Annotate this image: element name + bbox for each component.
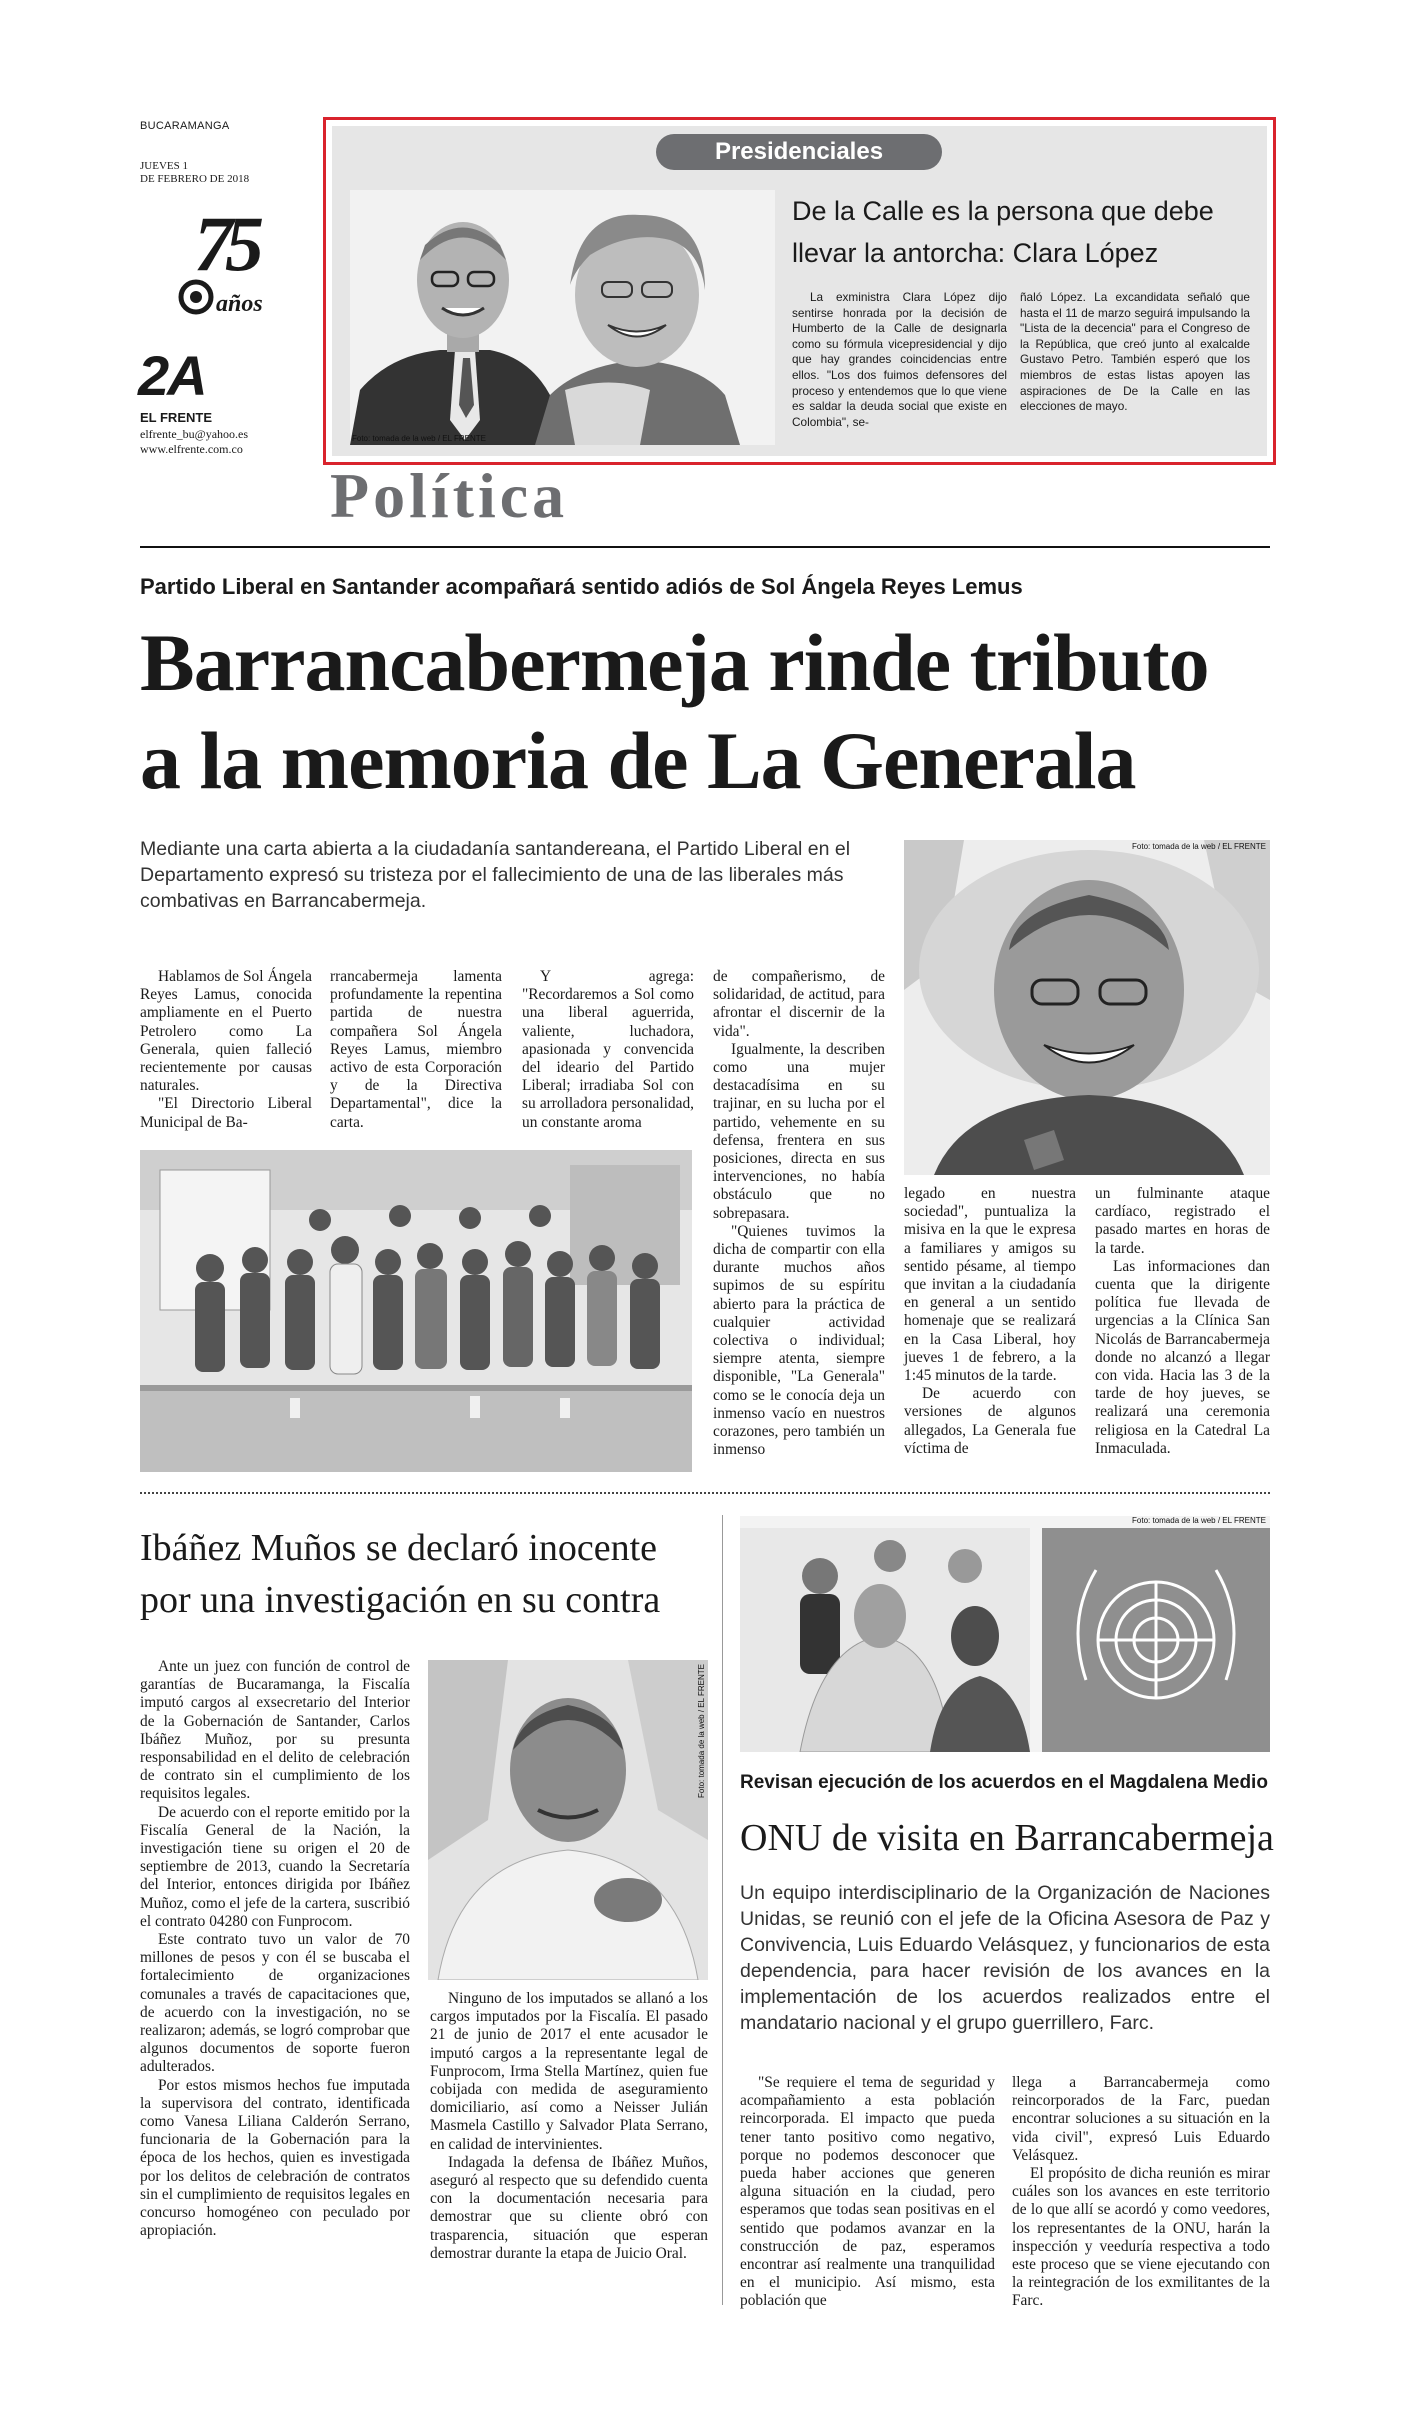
lead-col-2-p1: rrancabermeja lamenta profundamente la repentina partida de nuestra compañera Sol Ángela Reyes Lamus, miembro activo de esta Corporación y de la Directiva Departamental", dice la carta. [330, 968, 502, 1131]
lead-col-6-p2: Las informaciones dan cuenta que la dirigente política fue llevada de urgencias a la Clínica San Nicolás de Barrancabermeja donde no alcanzó a llegar con vida. Hacia las 3 de la tarde de hoy jueves, se realizará una ceremonia religiosa en la Catedral La Inmaculada. [1095, 1257, 1270, 1457]
ibanez-p1: Ante un juez con función de control de garantías de Bucaramanga, la Fiscalía imputó cargos al exsecretario del Interior de la Gobernación de Santander, Carlos Ibáñez Muñoz, por su presunta responsabilidad en el delito de celebración de contrato sin el cumplimiento de los requisitos legales. [140, 1658, 410, 1803]
section-separator [140, 1492, 1270, 1494]
presidenciales-headline-line-2: llevar la antorcha: Clara López [792, 238, 1159, 268]
lead-col-6 [1095, 1185, 1270, 1458]
lead-col-5-p1: legado en nuestra sociedad", puntualiza la misiva en la que le expresa a familiares y amigos su sentido pésame, al tiempo que invitan a la ciudadanía en general a un sentido homenaje que se realizará en la Casa Liberal, hoy jueves 1 de febrero, a la 1:45 minutos de la tarde. [904, 1185, 1076, 1385]
clara-lopez-de-la-calle-photo [350, 190, 775, 445]
lead-col-5 [904, 1185, 1076, 1458]
lead-col-4-p3: "Quienes tuvimos la dicha de compartir con ella durante muchos años supimos de su espíritu abierto para la práctica de cualquier actividad colectiva o individual; siempre atenta, siempre disponible, "La Generala" como se le conocía deja un inmenso vacío en nuestros corazones, pero también un inmenso [713, 1222, 885, 1459]
onu-col-1-p1: "Se requiere el tema de seguridad y acompañamiento a esta población reincorporada. El impacto que pueda tener tanto positivo como negativo, porque no podemos desconocer que pueda haber acciones que generen alguna situación en la ciudad, pero esperamos que todas sean positivas en el sentido que podamos avanzar en la construcción de paz, esperamos encontrar así realmente una tranquilidad en el municipio. Así mismo, esta población que [740, 2074, 995, 2310]
onu-kicker: Revisan ejecución de los acuerdos en el Magdalena Medio [740, 1772, 1268, 1793]
liberal-group-photo [140, 1150, 692, 1472]
date-line-1: JUEVES 1 [140, 160, 188, 172]
presidenciales-text-col-1: La exministra Clara López dijo sentirse honrada por la decisión de Humberto de la Calle de designarla como su fórmula vicepresidencial y dijo que hay grandes coincidencias entre ellos. "Los dos fuimos defensores del proceso y entendemos que lo que viene es saldar la deuda social que existe en Colombia", se- [792, 290, 1007, 429]
paper-email[interactable]: elfrente_bu@yahoo.es [140, 427, 249, 441]
lead-kicker: Partido Liberal en Santander acompañará sentido adiós de Sol Ángela Reyes Lemus [140, 574, 1023, 599]
lead-col-2 [330, 968, 502, 1132]
section-rule [140, 546, 1270, 548]
photo-illustration [350, 190, 775, 445]
page-number: 2A [138, 344, 206, 407]
masthead-date [140, 160, 249, 186]
group-illustration [140, 1150, 692, 1472]
anniversary-number: 75 [194, 200, 256, 287]
lead-col-5-p2: De acuerdo con versiones de algunos allegados, La Generala fue víctima de [904, 1385, 1076, 1457]
ibanez-headline-line-1: Ibáñez Muños se declaró inocente [140, 1527, 658, 1569]
presidenciales-text-col-2: ñaló López. La excandidata señaló que hasta el 11 de marzo seguirá impulsando la "Lista de la decencia" para el Congreso de la República, que creó junto al exalcalde Gustavo Petro. También esperó que los miembros de estas listas apoyen las aspiraciones de De la Calle en las elecciones de mayo. [1020, 290, 1250, 414]
lead-deck: Mediante una carta abierta a la ciudadanía santandereana, el Partido Liberal en el Departamento expresó su tristeza por el fallecimiento de una de las liberales más combativas en Barrancabermeja. [140, 838, 851, 912]
ibanez-p5: Ninguno de los imputados se allanó a los cargos imputados por la Fiscalía. El pasado 21 de junio de 2017 el ente acusador le imputó cargos a la representante legal de Funprocom, Irma Stella Martínez, quien fue cobijada con medida de aseguramiento domiciliario, así como a Neisser Julián Masmela Castillo y Salvador Plata Serrano, en calidad de intervinientes. [430, 1990, 708, 2153]
paper-website[interactable]: www.elfrente.com.co [140, 442, 243, 456]
lead-headline-line-2: a la memoria de La Generala [140, 715, 1136, 806]
lead-col-1-p1: Hablamos de Sol Ángela Reyes Lamus, conocida ampliamente en el Puerto Petrolero como La Generala, quien falleció recientemente por causas naturales. [140, 968, 312, 1095]
lead-col-3-p1: Y agrega: "Recordaremos a Sol como una liberal aguerrida, valiente, luchadora, apasionada y convencida del ideario del Partido Liberal; irradiaba Sol con su arrolladora personalidad, un constante aroma [522, 968, 694, 1131]
lead-col-6-p1: un fulminante ataque cardíaco, registrado el pasado martes en horas de la tarde. [1095, 1185, 1270, 1257]
ibanez-p3: Este contrato tuvo un valor de 70 millones de pesos y con él se buscaba el fortalecimiento de organizaciones comunales a través de capacitaciones que, de acuerdo con la investigación, no se realizaron; además, se logró comprobar que algunos documentos de soporte fueron adulterados. [140, 1931, 410, 2076]
onu-col-2-p2: El propósito de dicha reunión es mirar cuáles son los avances en este territorio de lo que allí se acordó y como veedores, los representantes de la ONU, harán la inspección y veeduría respectiva a todo este proceso que se viene ejecutando con la reintegración de los exmilitantes de la Farc. [1012, 2165, 1270, 2310]
onu-headline: ONU de visita en Barrancabermeja [740, 1817, 1274, 1859]
onu-col-1 [740, 2074, 995, 2311]
presidenciales-tag: Presidenciales [656, 134, 942, 170]
ibanez-headline [140, 1522, 710, 1626]
lead-headline-line-1: Barrancabermeja rinde tributo [140, 617, 1209, 708]
column-rule [722, 1515, 723, 2305]
presidenciales-frame [323, 117, 1276, 465]
section-title: Política [330, 460, 569, 531]
ibanez-photo-credit: Foto: tomada de la web / EL FRENTE [697, 1664, 706, 1798]
anniversary-word: años [216, 291, 263, 317]
onu-photo-credit: Foto: tomada de la web / EL FRENTE [1132, 1516, 1266, 1525]
lead-headline [140, 614, 1280, 810]
lead-col-4-p1: de compañerismo, de solidaridad, de actitud, para afrontar el discernir de la vida". [713, 968, 885, 1040]
onu-deck: Un equipo interdisciplinario de la Organización de Naciones Unidas, se reunió con el jefe de la Oficina Asesora de Paz y Convivencia, Luis Eduardo Velásquez, y funcionarios de esta dependencia, para hacer revisión de los avances en la implementación de los acuerdos realizados entre el mandatario nacional y el grupo guerrillero, Farc. [740, 1882, 1270, 2034]
ibanez-col-1 [140, 1658, 410, 2241]
masthead-city: BUCARAMANGA [140, 120, 230, 132]
lead-photo-credit: Foto: tomada de la web / EL FRENTE [1132, 842, 1266, 851]
ibanez-illustration [428, 1660, 708, 1980]
presidenciales-photo-credit: Foto: tomada de la web / EL FRENTE [352, 434, 486, 443]
lead-col-4 [713, 968, 885, 1459]
ibanez-photo [428, 1660, 708, 1980]
onu-col-2-p1: llega a Barrancabermeja como reincorporados de la Farc, puedan encontrar soluciones a su situación en la vida civil", expresó Luis Eduardo Velásquez. [1012, 2074, 1270, 2164]
ibanez-p6: Indagada la defensa de Ibáñez Muños, aseguró al respecto que su defendido cuenta con la documentación necesaria para demostrar que su cliente obró con trasparencia, situación que esperan demostrar durante la etapa de Juicio Oral. [430, 2153, 708, 2262]
paper-name: EL FRENTE [140, 410, 212, 425]
lead-col-3 [522, 968, 694, 1132]
presidenciales-headline [792, 190, 1252, 274]
onu-photo-collage [740, 1516, 1270, 1752]
lead-col-1-p2: "El Directorio Liberal Municipal de Ba- [140, 1095, 312, 1131]
onu-collage-illustration [740, 1516, 1270, 1752]
lead-col-1 [140, 968, 312, 1132]
lead-col-4-p2: Igualmente, la describen como una mujer destacadísima en su trajinar, en su lucha por el partido, vehemente en su defensa, frentera en sus posiciones, directa en sus intervenciones, no había obstáculo que no sobrepasara. [713, 1040, 885, 1222]
anniversary-ring-icon [176, 277, 216, 317]
ibanez-p4: Por estos mismos hechos fue imputada la supervisora del contrato, identificada como Vanesa Liliana Calderón Serrano, funcionaria de la Gobernación para la época de los hechos, quien es investigada por los delitos de celebración de contratos sin el cumplimiento de requisitos legales en concurso homogéneo con peculado por apropiación. [140, 2076, 410, 2240]
ibanez-col-2 [430, 1990, 708, 2263]
presidenciales-headline-line-1: De la Calle es la persona que debe [792, 196, 1214, 226]
ibanez-headline-line-2: por una investigación en su contra [140, 1579, 661, 1621]
anniversary-logo [176, 200, 286, 330]
portrait-illustration [904, 840, 1270, 1175]
la-generala-portrait [904, 840, 1270, 1175]
onu-col-2 [1012, 2074, 1270, 2311]
ibanez-p2: De acuerdo con el reporte emitido por la Fiscalía General de la Nación, la investigación tiene su origen el 20 de septiembre de 2013, cuando la Secretaría del Interior, entonces dirigida por Ibáñez Muñoz, como el jefe de la cartera, suscribió el contrato 04280 con Funprocom. [140, 1803, 410, 1930]
date-line-2: DE FEBRERO DE 2018 [140, 173, 250, 185]
